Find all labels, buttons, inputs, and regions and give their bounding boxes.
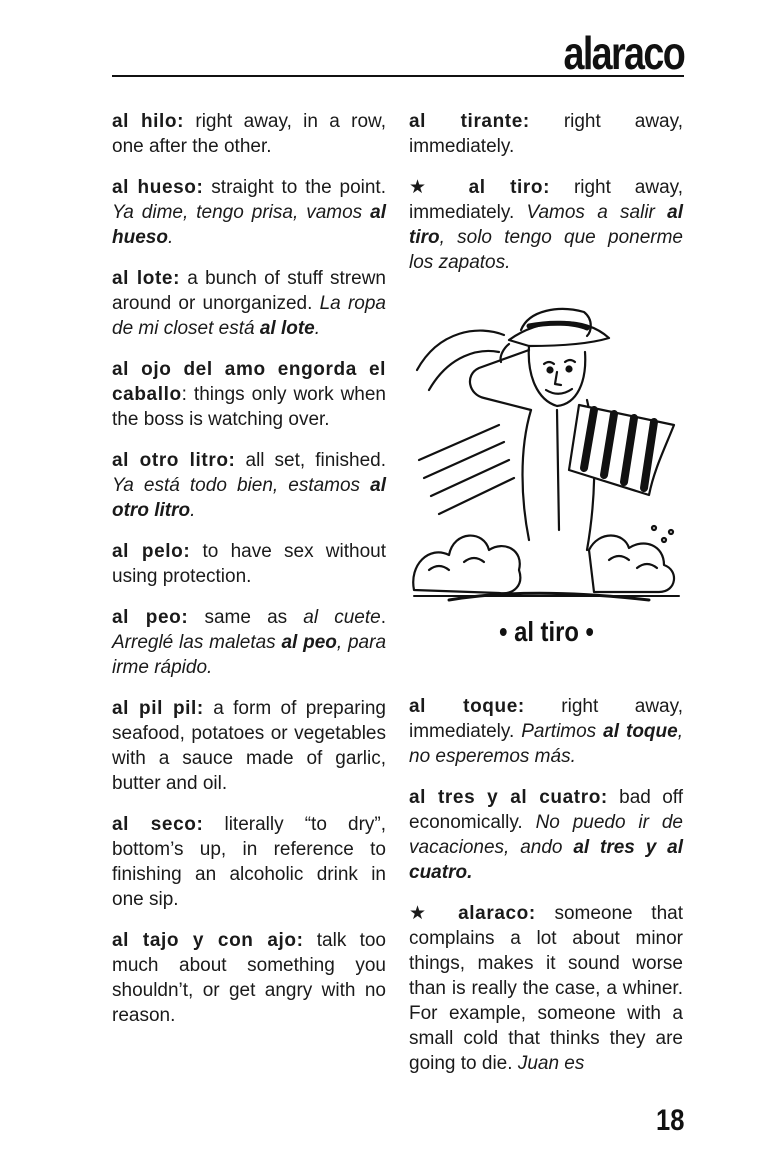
headword: al tres y al cuatro:: [409, 787, 608, 808]
entry: [112, 357, 386, 432]
headword: al hueso:: [112, 177, 204, 198]
headword: al tirante:: [409, 111, 530, 132]
example: La ropa de mi closet está al lote.: [112, 293, 386, 339]
example: Vamos a salir al tiro, solo tengo que ponerme los zapatos.: [409, 202, 683, 273]
entry: [112, 696, 386, 796]
right-column-bottom: [409, 694, 683, 1092]
entry: al peo: same as al cuete. Arreglé las maletas al peo, para irme rápido.: [112, 607, 387, 678]
definition: all set, finished.: [235, 450, 386, 471]
definition: right away, immediately.: [409, 111, 683, 157]
example: Ya está todo bien, estamos al otro litro.: [112, 475, 386, 521]
headword: al pil pil:: [112, 698, 204, 719]
illustration-caption: • al tiro •: [499, 616, 594, 647]
example: Juan es: [517, 1053, 585, 1074]
definition: right away, immediately.: [409, 696, 683, 742]
example: Arreglé las maletas al peo, para irme rápido.: [112, 632, 387, 678]
cowboy-saluting-illustration: [409, 300, 684, 605]
entry: [112, 175, 386, 250]
cross-reference: al cuete: [303, 607, 381, 628]
headword: al pelo:: [112, 541, 191, 562]
entry: [112, 448, 386, 523]
headword: al tajo y con ajo:: [112, 930, 304, 951]
entry: [112, 928, 386, 1028]
star-icon: ★: [409, 177, 445, 198]
entry: [409, 694, 683, 769]
right-column-top: [409, 109, 683, 291]
headword: al ojo del amo engorda el caballo: [112, 359, 386, 405]
header-rule: [112, 75, 684, 77]
entry: [112, 266, 386, 341]
headword: alaraco:: [458, 903, 536, 924]
example: No puedo ir de vacaciones, ando al tres y al cuatro.: [409, 812, 683, 883]
entry: [409, 109, 683, 159]
entry: [409, 901, 683, 1076]
headword: al lote:: [112, 268, 181, 289]
headword: al tiro:: [468, 177, 551, 198]
headword: al peo:: [112, 607, 189, 628]
example: Partimos al toque, no esperemos más.: [409, 721, 683, 767]
definition: right away, in a row, one after the other.: [112, 111, 386, 157]
headword: al toque:: [409, 696, 525, 717]
entry: [409, 785, 683, 885]
definition: someone that complains a lot about minor things, makes it sound worse than is really the case, a whiner. For example, someone with a small cold that thinks they are going to die.: [409, 903, 683, 1074]
entry: [112, 539, 386, 589]
headword: al otro litro:: [112, 450, 236, 471]
guide-word: alaraco: [563, 27, 684, 79]
definition: right away, immediately.: [409, 177, 684, 223]
definition: a bunch of stuff strewn around or unorganized.: [112, 268, 386, 314]
star-icon: ★: [409, 903, 440, 924]
page-number: 18: [655, 1104, 684, 1137]
definition: talk too much about something you shouldn’t, or get angry with no reason.: [112, 930, 386, 1026]
entry: [112, 812, 386, 912]
definition: bad off economically.: [409, 787, 683, 833]
entry: [112, 109, 386, 159]
entry: [409, 175, 683, 275]
left-column: [112, 109, 386, 1044]
example: Ya dime, tengo prisa, vamos al hueso.: [112, 202, 386, 248]
definition: straight to the point.: [203, 177, 386, 198]
definition: a form of preparing seafood, potatoes or vegetables with a sauce made of garlic, butter and oil.: [112, 698, 386, 794]
definition: same as: [188, 607, 304, 628]
headword: al seco:: [112, 814, 204, 835]
definition: : things only work when the boss is watching over.: [112, 384, 386, 430]
headword: al hilo:: [112, 111, 185, 132]
definition: literally “to dry”, bottom’s up, in reference to finishing an alcoholic drink in one sip.: [112, 814, 386, 910]
definition: to have sex without using protection.: [112, 541, 386, 587]
